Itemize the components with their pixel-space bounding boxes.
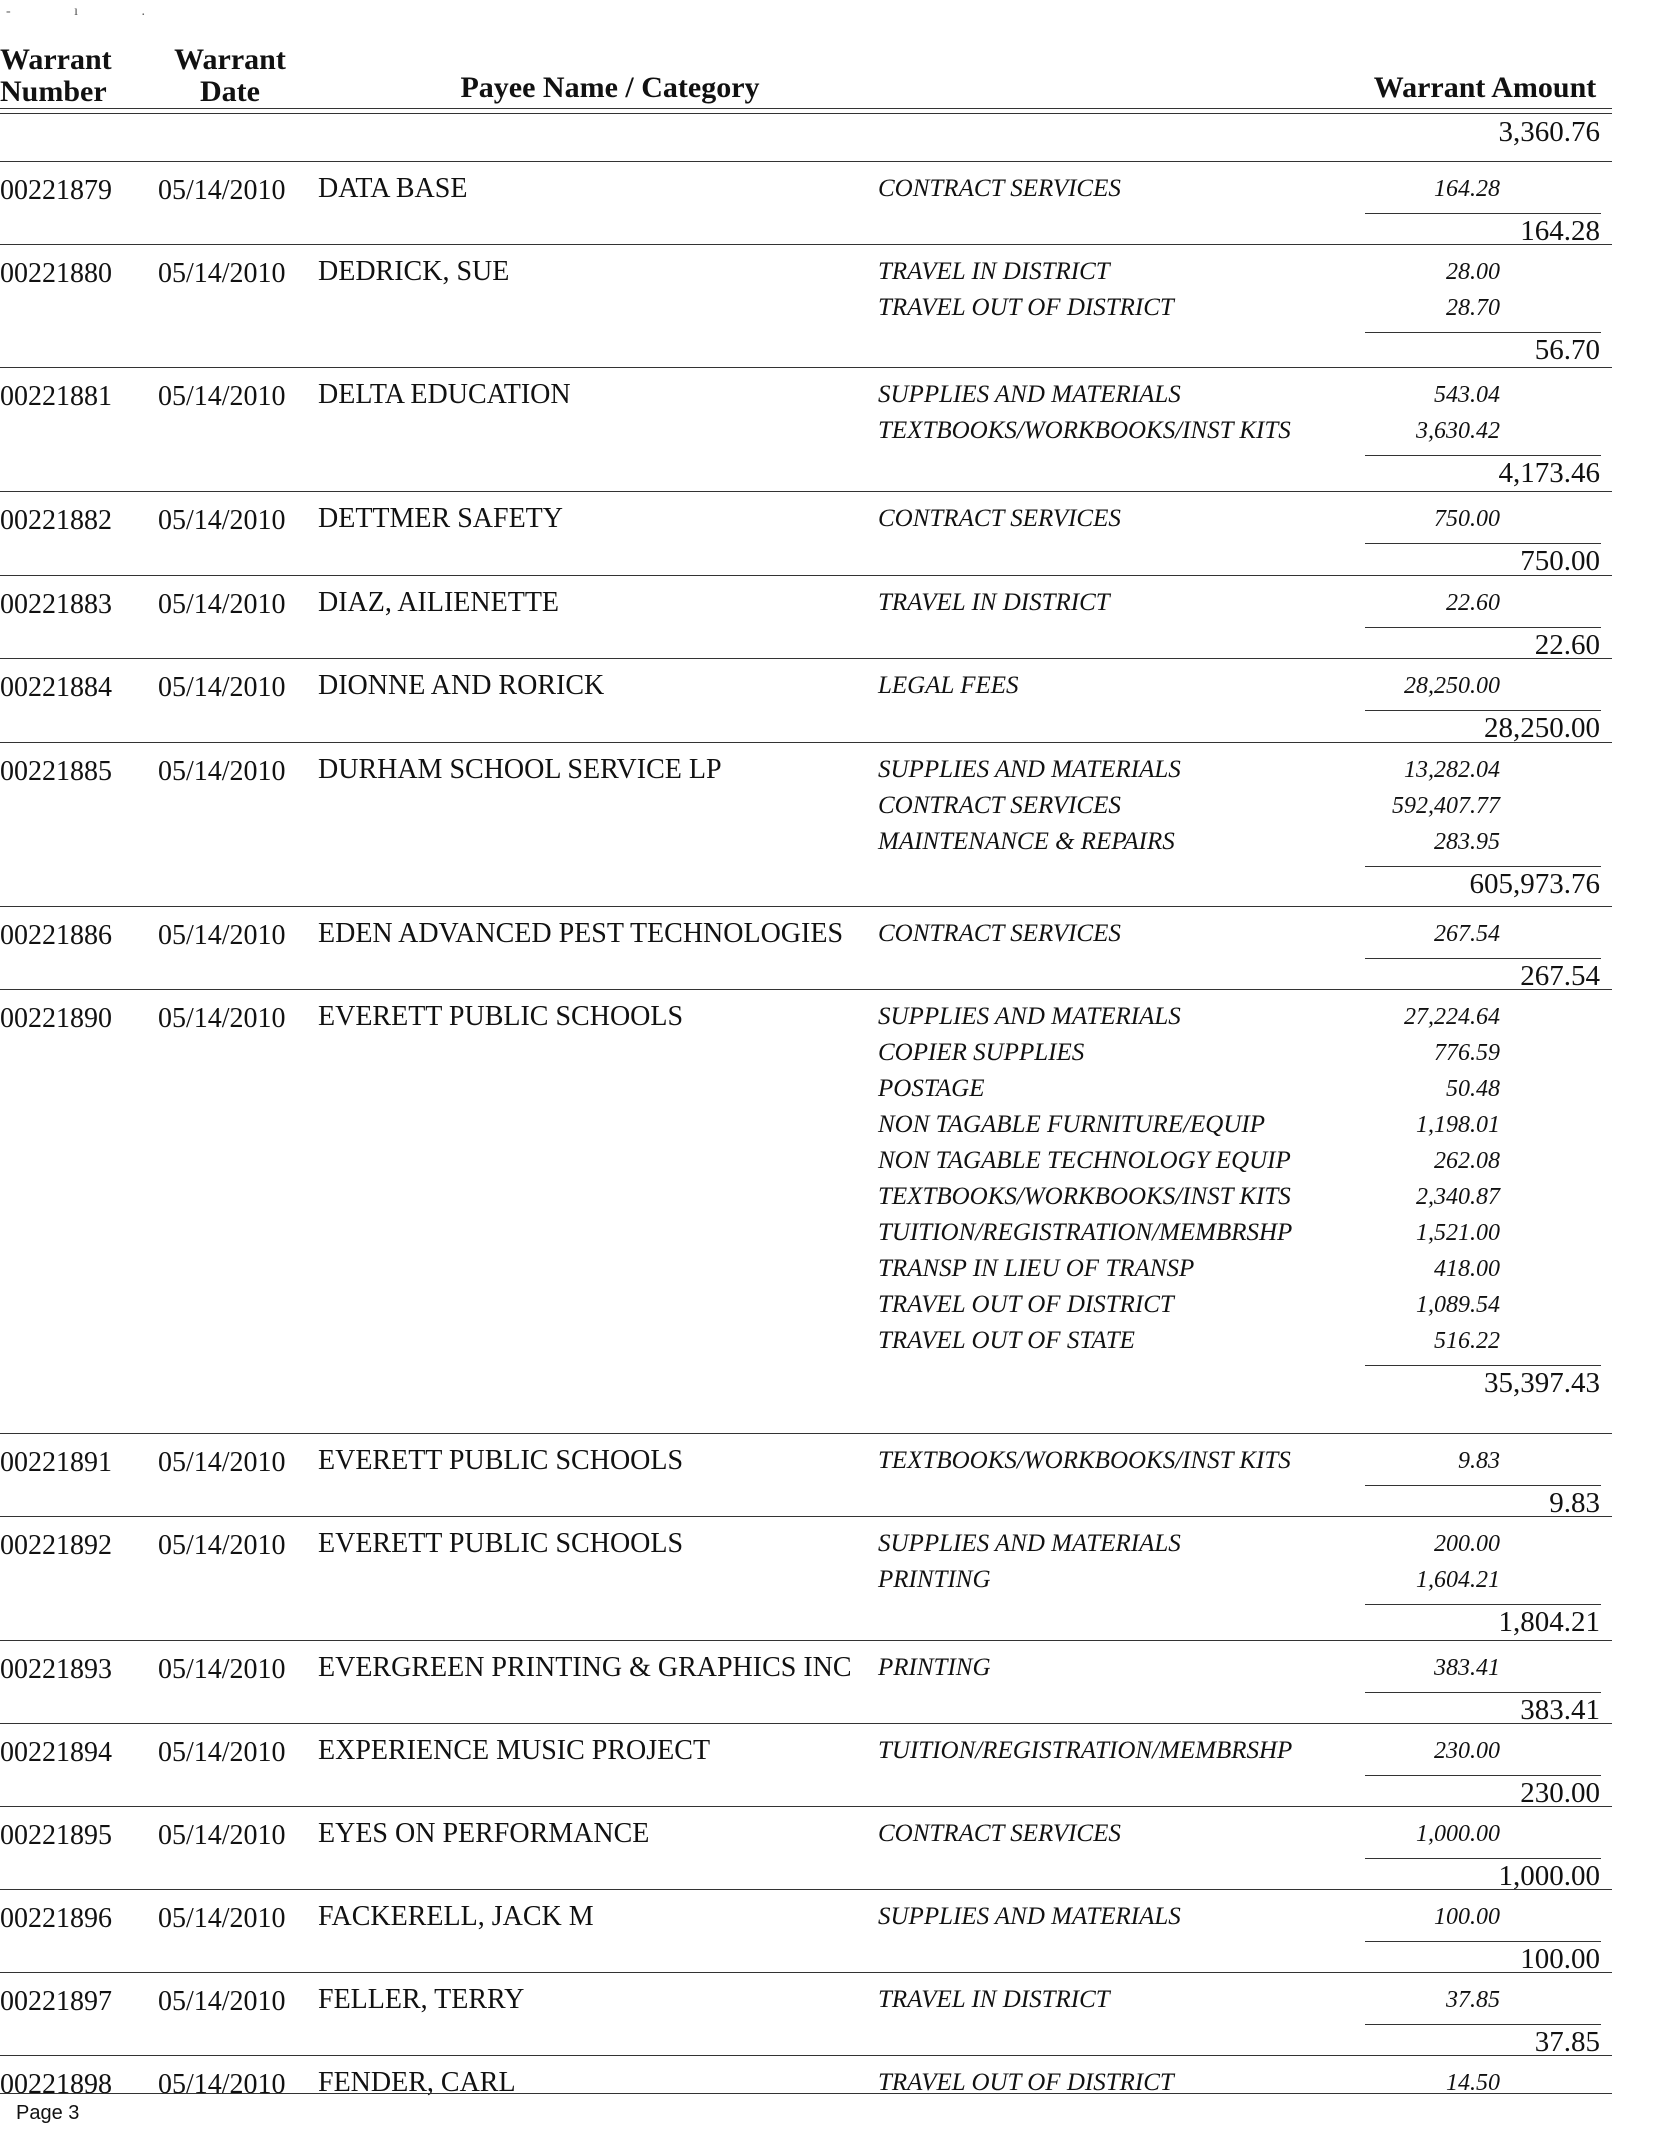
warrant-number: 00221897 [0, 1986, 112, 2017]
payee-name: EXPERIENCE MUSIC PROJECT [318, 1735, 711, 1766]
warrant-total: 4,173.46 [1498, 457, 1600, 489]
warrant-total: 605,973.76 [1469, 868, 1600, 900]
category-label: LEGAL FEES [878, 672, 1019, 699]
row-separator [0, 161, 1612, 162]
warrant-number: 00221879 [0, 175, 112, 206]
warrant-number: 00221898 [0, 2069, 112, 2100]
payee-name: DURHAM SCHOOL SERVICE LP [318, 754, 722, 785]
category-label: TRAVEL OUT OF DISTRICT [878, 1291, 1174, 1318]
category-label: TUITION/REGISTRATION/MEMBRSHP [878, 1737, 1293, 1764]
row-separator [0, 1640, 1612, 1641]
subtotal-rule [1365, 1941, 1601, 1942]
line-amount: 1,000.00 [1416, 1821, 1500, 1847]
warrant-total: 230.00 [1520, 1777, 1600, 1809]
warrant-date: 05/14/2010 [158, 920, 286, 951]
payee-name: DELTA EDUCATION [318, 379, 571, 410]
warrant-date: 05/14/2010 [158, 505, 286, 536]
line-amount: 13,282.04 [1404, 757, 1500, 783]
category-label: NON TAGABLE FURNITURE/EQUIP [878, 1111, 1266, 1138]
warrant-total: 383.41 [1520, 1694, 1600, 1726]
category-label: TRAVEL IN DISTRICT [878, 589, 1110, 616]
warrant-total: 22.60 [1534, 629, 1600, 661]
subtotal-rule [1365, 1858, 1601, 1859]
payee-name: DETTMER SAFETY [318, 503, 563, 534]
category-label: NON TAGABLE TECHNOLOGY EQUIP [878, 1147, 1291, 1174]
header-warrant-number: Warrant Number [0, 43, 112, 108]
row-separator [0, 742, 1612, 743]
payee-name: EYES ON PERFORMANCE [318, 1818, 650, 1849]
line-amount: 383.41 [1434, 1655, 1500, 1681]
line-amount: 262.08 [1434, 1148, 1500, 1174]
subtotal-rule [1365, 1692, 1601, 1693]
payee-name: DEDRICK, SUE [318, 256, 510, 287]
subtotal-rule [1365, 866, 1601, 867]
line-amount: 50.48 [1446, 1076, 1500, 1102]
page-number: Page 3 [16, 2102, 80, 2124]
category-label: TRANSP IN LIEU OF TRANSP [878, 1255, 1195, 1282]
line-amount: 28,250.00 [1404, 673, 1500, 699]
row-separator [0, 1516, 1612, 1517]
line-amount: 1,089.54 [1416, 1292, 1500, 1318]
row-separator [0, 1889, 1612, 1890]
warrant-total: 1,804.21 [1498, 1606, 1600, 1638]
warrant-date: 05/14/2010 [158, 381, 286, 412]
subtotal-rule [1365, 1365, 1601, 1366]
payee-name: EVERETT PUBLIC SCHOOLS [318, 1528, 684, 1559]
category-label: CONTRACT SERVICES [878, 175, 1121, 202]
payee-name: EVERGREEN PRINTING & GRAPHICS INC [318, 1652, 852, 1683]
payee-name: FENDER, CARL [318, 2067, 516, 2098]
payee-name: DIONNE AND RORICK [318, 670, 605, 701]
subtotal-rule [1365, 332, 1601, 333]
payee-name: EVERETT PUBLIC SCHOOLS [318, 1445, 684, 1476]
line-amount: 1,198.01 [1416, 1112, 1500, 1138]
header-warrant-date: Warrant Date [174, 43, 286, 108]
header-payee-category: Payee Name / Category [460, 71, 760, 104]
subtotal-rule [1365, 2024, 1601, 2025]
header-rule-top [0, 108, 1612, 109]
warrant-number: 00221880 [0, 258, 112, 289]
warrant-number: 00221883 [0, 589, 112, 620]
warrant-total: 56.70 [1534, 334, 1600, 366]
warrant-date: 05/14/2010 [158, 1447, 286, 1478]
category-label: TRAVEL OUT OF STATE [878, 1327, 1135, 1354]
warrant-date: 05/14/2010 [158, 1530, 286, 1561]
line-amount: 1,604.21 [1416, 1567, 1500, 1593]
row-separator [0, 1433, 1612, 1434]
payee-name: EDEN ADVANCED PEST TECHNOLOGIES [318, 918, 844, 949]
warrant-date: 05/14/2010 [158, 1737, 286, 1768]
line-amount: 37.85 [1446, 1987, 1500, 2013]
payee-name: FELLER, TERRY [318, 1984, 525, 2015]
category-label: TRAVEL IN DISTRICT [878, 1986, 1110, 2013]
row-separator [0, 906, 1612, 907]
line-amount: 2,340.87 [1416, 1184, 1500, 1210]
line-amount: 164.28 [1434, 176, 1500, 202]
line-amount: 28.00 [1446, 259, 1500, 285]
warrant-number: 00221882 [0, 505, 112, 536]
warrant-number: 00221881 [0, 381, 112, 412]
category-label: TRAVEL OUT OF DISTRICT [878, 294, 1174, 321]
category-label: SUPPLIES AND MATERIALS [878, 1530, 1181, 1557]
line-amount: 776.59 [1434, 1040, 1500, 1066]
warrant-total: 100.00 [1520, 1943, 1600, 1975]
payee-name: EVERETT PUBLIC SCHOOLS [318, 1001, 684, 1032]
warrant-total: 37.85 [1534, 2026, 1600, 2058]
subtotal-rule [1365, 1604, 1601, 1605]
row-separator [0, 575, 1612, 576]
row-separator [0, 989, 1612, 990]
row-separator [0, 244, 1612, 245]
row-separator [0, 1723, 1612, 1724]
carried-total: 3,360.76 [1498, 116, 1600, 148]
warrant-total: 164.28 [1520, 215, 1600, 247]
category-label: SUPPLIES AND MATERIALS [878, 381, 1181, 408]
warrant-number: 00221885 [0, 756, 112, 787]
warrant-date: 05/14/2010 [158, 1903, 286, 1934]
warrant-date: 05/14/2010 [158, 1986, 286, 2017]
warrant-number: 00221892 [0, 1530, 112, 1561]
warrant-total: 28,250.00 [1484, 712, 1600, 744]
header-warrant-amount: Warrant Amount [1373, 71, 1597, 104]
payee-name: DATA BASE [318, 173, 468, 204]
category-label: TEXTBOOKS/WORKBOOKS/INST KITS [878, 1447, 1291, 1474]
warrant-date: 05/14/2010 [158, 589, 286, 620]
warrant-date: 05/14/2010 [158, 756, 286, 787]
row-separator [0, 1806, 1612, 1807]
payee-name: FACKERELL, JACK M [318, 1901, 594, 1932]
category-label: MAINTENANCE & REPAIRS [878, 828, 1175, 855]
warrant-number: 00221886 [0, 920, 112, 951]
category-label: COPIER SUPPLIES [878, 1039, 1085, 1066]
category-label: TRAVEL OUT OF DISTRICT [878, 2069, 1174, 2096]
warrant-number: 00221895 [0, 1820, 112, 1851]
line-amount: 418.00 [1434, 1256, 1500, 1282]
subtotal-rule [1365, 1775, 1601, 1776]
line-amount: 22.60 [1446, 590, 1500, 616]
warrant-number: 00221891 [0, 1447, 112, 1478]
warrant-date: 05/14/2010 [158, 1820, 286, 1851]
row-separator [0, 491, 1612, 492]
category-label: CONTRACT SERVICES [878, 1820, 1121, 1847]
subtotal-rule [1365, 1485, 1601, 1486]
warrant-total: 35,397.43 [1484, 1367, 1600, 1399]
category-label: TUITION/REGISTRATION/MEMBRSHP [878, 1219, 1293, 1246]
line-amount: 267.54 [1434, 921, 1500, 947]
category-label: PRINTING [878, 1566, 991, 1593]
warrant-date: 05/14/2010 [158, 258, 286, 289]
line-amount: 14.50 [1446, 2070, 1500, 2096]
subtotal-rule [1365, 710, 1601, 711]
line-amount: 100.00 [1434, 1904, 1500, 1930]
category-label: TEXTBOOKS/WORKBOOKS/INST KITS [878, 417, 1291, 444]
warrant-total: 9.83 [1549, 1487, 1600, 1519]
warrant-total: 750.00 [1520, 545, 1600, 577]
line-amount: 27,224.64 [1404, 1004, 1500, 1030]
header-rule-bottom [0, 113, 1612, 114]
subtotal-rule [1365, 543, 1601, 544]
warrant-date: 05/14/2010 [158, 1654, 286, 1685]
line-amount: 283.95 [1434, 829, 1500, 855]
warrant-number: 00221884 [0, 672, 112, 703]
line-amount: 516.22 [1434, 1328, 1500, 1354]
line-amount: 28.70 [1446, 295, 1500, 321]
category-label: TRAVEL IN DISTRICT [878, 258, 1110, 285]
warrant-number: 00221894 [0, 1737, 112, 1768]
row-separator [0, 658, 1612, 659]
payee-name: DIAZ, AILIENETTE [318, 587, 560, 618]
line-amount: 543.04 [1434, 382, 1500, 408]
line-amount: 750.00 [1434, 506, 1500, 532]
category-label: PRINTING [878, 1654, 991, 1681]
category-label: SUPPLIES AND MATERIALS [878, 756, 1181, 783]
page-bottom-rule [0, 2093, 1612, 2094]
scan-marks: - ı . [6, 4, 176, 19]
subtotal-rule [1365, 213, 1601, 214]
category-label: TEXTBOOKS/WORKBOOKS/INST KITS [878, 1183, 1291, 1210]
category-label: SUPPLIES AND MATERIALS [878, 1903, 1181, 1930]
line-amount: 1,521.00 [1416, 1220, 1500, 1246]
category-label: POSTAGE [878, 1075, 985, 1102]
line-amount: 592,407.77 [1392, 793, 1500, 819]
line-amount: 230.00 [1434, 1738, 1500, 1764]
row-separator [0, 1972, 1612, 1973]
category-label: CONTRACT SERVICES [878, 505, 1121, 532]
warrant-date: 05/14/2010 [158, 175, 286, 206]
subtotal-rule [1365, 455, 1601, 456]
warrant-number: 00221896 [0, 1903, 112, 1934]
category-label: CONTRACT SERVICES [878, 792, 1121, 819]
warrant-number: 00221890 [0, 1003, 112, 1034]
category-label: CONTRACT SERVICES [878, 920, 1121, 947]
line-amount: 200.00 [1434, 1531, 1500, 1557]
line-amount: 3,630.42 [1416, 418, 1500, 444]
category-label: SUPPLIES AND MATERIALS [878, 1003, 1181, 1030]
warrant-total: 1,000.00 [1498, 1860, 1600, 1892]
subtotal-rule [1365, 958, 1601, 959]
warrant-total: 267.54 [1520, 960, 1600, 992]
row-separator [0, 2055, 1612, 2056]
warrant-date: 05/14/2010 [158, 2069, 286, 2100]
subtotal-rule [1365, 627, 1601, 628]
line-amount: 9.83 [1458, 1448, 1500, 1474]
warrant-date: 05/14/2010 [158, 1003, 286, 1034]
warrant-number: 00221893 [0, 1654, 112, 1685]
warrant-date: 05/14/2010 [158, 672, 286, 703]
row-separator [0, 367, 1612, 368]
